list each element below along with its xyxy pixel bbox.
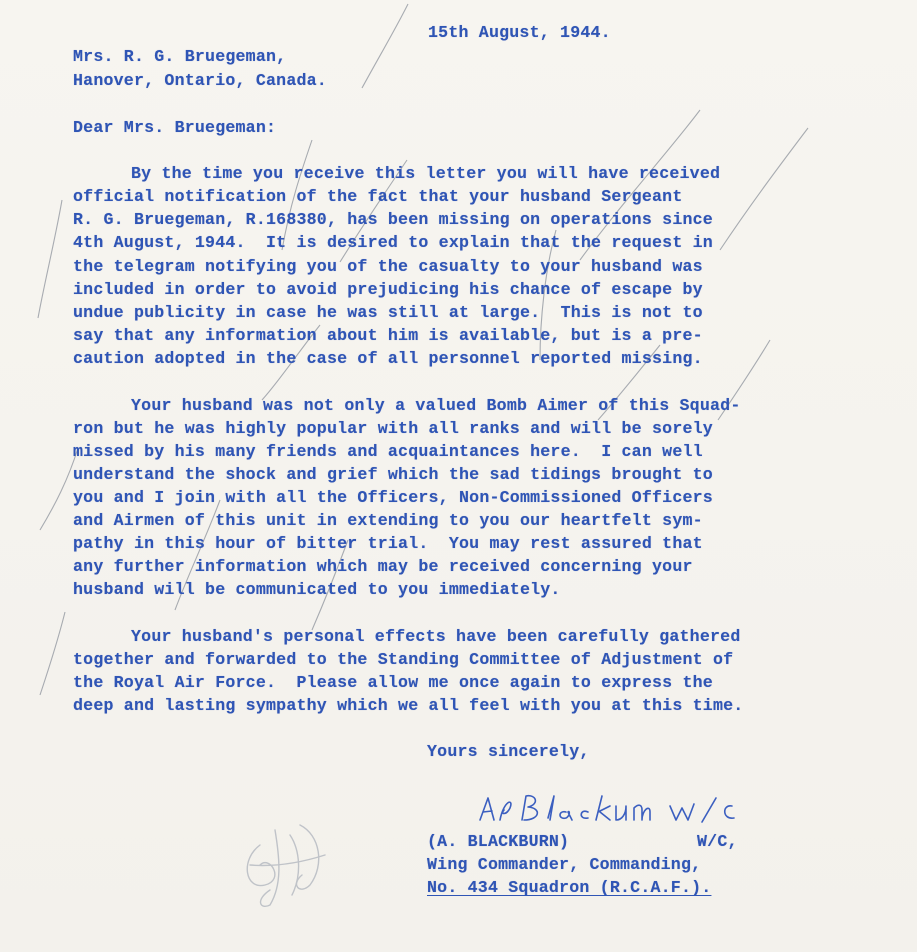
paragraph-1-line: R. G. Bruegeman, R.168380, has been missing on operations since [73, 210, 713, 229]
paragraph-1-line: caution adopted in the case of all personnel reported missing. [73, 349, 703, 368]
paragraph-2-line: husband will be communicated to you immediately. [73, 580, 561, 599]
letter-date: 15th August, 1944. [428, 23, 611, 42]
paragraph-1-line: undue publicity in case he was still at large. This is not to [73, 303, 703, 322]
pencil-initials-mark [230, 805, 340, 915]
paragraph-1-line: By the time you receive this letter you will have received [131, 164, 721, 183]
handwritten-signature [470, 790, 760, 830]
paragraph-2-line: you and I join with all the Officers, Non-Commissioned Officers [73, 488, 713, 507]
signer-title: Wing Commander, Commanding, [427, 855, 702, 874]
paragraph-3-line: deep and lasting sympathy which we all feel with you at this time. [73, 696, 744, 715]
signer-rank: W/C, [697, 832, 738, 851]
paragraph-2-line: any further information which may be received concerning your [73, 557, 693, 576]
closing: Yours sincerely, [427, 742, 590, 761]
signer-unit: No. 434 Squadron (R.C.A.F.). [427, 878, 712, 897]
paragraph-1-line: the telegram notifying you of the casualty to your husband was [73, 257, 703, 276]
paragraph-3-line: together and forwarded to the Standing Committee of Adjustment of [73, 650, 734, 669]
paragraph-2-line: missed by his many friends and acquaintances here. I can well [73, 442, 703, 461]
paragraph-2-line: and Airmen of this unit in extending to you our heartfelt sym- [73, 511, 703, 530]
paragraph-3-line: the Royal Air Force. Please allow me once again to express the [73, 673, 713, 692]
paragraph-3-line: Your husband's personal effects have been carefully gathered [131, 627, 741, 646]
paragraph-2-line: ron but he was highly popular with all ranks and will be sorely [73, 419, 713, 438]
salutation: Dear Mrs. Bruegeman: [73, 118, 277, 137]
paragraph-1-line: official notification of the fact that your husband Sergeant [73, 187, 683, 206]
paragraph-1-line: say that any information about him is available, but is a pre- [73, 326, 703, 345]
paragraph-2-line: understand the shock and grief which the sad tidings brought to [73, 465, 713, 484]
signer-name: (A. BLACKBURN) [427, 832, 570, 851]
recipient-address: Hanover, Ontario, Canada. [73, 71, 327, 90]
paragraph-1-line: included in order to avoid prejudicing his chance of escape by [73, 280, 703, 299]
paragraph-1-line: 4th August, 1944. It is desired to explain that the request in [73, 233, 713, 252]
recipient-name: Mrs. R. G. Bruegeman, [73, 47, 287, 66]
paragraph-2-line: Your husband was not only a valued Bomb Aimer of this Squad- [131, 396, 741, 415]
paragraph-2-line: pathy in this hour of bitter trial. You may rest assured that [73, 534, 703, 553]
